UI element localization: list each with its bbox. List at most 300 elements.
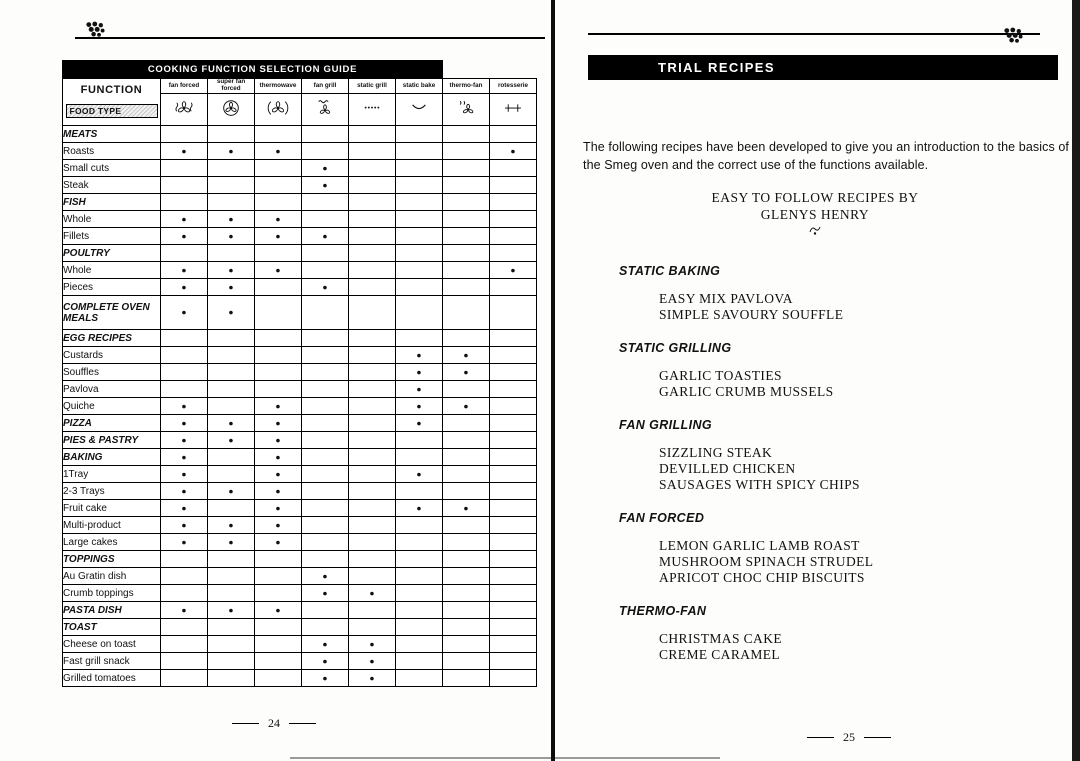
dot-cell <box>208 347 255 364</box>
static-bake-icon <box>396 94 442 120</box>
dot-mark: ● <box>228 434 234 445</box>
dot-cell <box>302 483 349 500</box>
dot-cell <box>208 330 255 347</box>
dot-cell <box>302 398 349 415</box>
dot-cell <box>490 466 537 483</box>
table-row <box>63 432 537 449</box>
dot-mark: ● <box>275 230 281 241</box>
dot-cell <box>349 160 396 177</box>
dot-cell <box>208 602 255 619</box>
trial-recipes-title: TRIAL RECIPES <box>658 60 775 75</box>
dot-cell <box>349 143 396 160</box>
dot-cell <box>255 585 302 602</box>
dot-mark: ● <box>228 536 234 547</box>
dot-cell <box>208 585 255 602</box>
dot-mark: ● <box>275 604 281 615</box>
dot-cell <box>302 602 349 619</box>
table-row <box>63 636 537 653</box>
row-label: COMPLETE OVEN MEALS <box>63 296 161 330</box>
dot-cell <box>490 585 537 602</box>
row-label: Au Gratin dish <box>63 568 161 585</box>
dot-cell <box>255 466 302 483</box>
dot-cell <box>443 364 490 381</box>
table-row <box>63 296 537 330</box>
dot-cell <box>490 653 537 670</box>
dot-cell <box>302 517 349 534</box>
row-label: Souffles <box>63 364 161 381</box>
table-row <box>63 619 537 636</box>
column-header-thermowave <box>255 79 302 126</box>
dot-cell <box>161 398 208 415</box>
recipe-item: GARLIC TOASTIES <box>659 368 782 383</box>
dot-cell <box>490 177 537 194</box>
static-grill-icon <box>349 94 395 120</box>
dot-cell <box>490 534 537 551</box>
row-label: Custards <box>63 347 161 364</box>
dot-cell <box>443 143 490 160</box>
dot-cell <box>302 585 349 602</box>
table-row <box>63 602 537 619</box>
dot-cell <box>443 262 490 279</box>
dot-mark: ● <box>181 230 187 241</box>
byline-line-1: EASY TO FOLLOW RECIPES BY <box>711 190 919 205</box>
dot-cell <box>349 381 396 398</box>
dot-cell <box>161 483 208 500</box>
recipe-item: EASY MIX PAVLOVA <box>659 291 793 306</box>
dot-mark: ● <box>181 451 187 462</box>
ornament-icon <box>807 225 823 236</box>
dot-cell <box>490 568 537 585</box>
recipe-item: CREME CARAMEL <box>659 647 781 662</box>
dot-cell <box>490 551 537 568</box>
row-label: EGG RECIPES <box>63 330 161 347</box>
dot-cell <box>396 568 443 585</box>
dot-cell <box>302 449 349 466</box>
dot-cell <box>302 279 349 296</box>
dot-cell <box>161 517 208 534</box>
dot-cell <box>161 466 208 483</box>
dot-mark: ● <box>228 213 234 224</box>
dot-cell <box>255 126 302 143</box>
dot-cell <box>349 551 396 568</box>
dot-mark: ● <box>181 468 187 479</box>
section-items <box>659 631 1049 663</box>
dot-mark: ● <box>181 417 187 428</box>
dot-cell <box>255 500 302 517</box>
dot-mark: ● <box>181 519 187 530</box>
dot-cell <box>396 415 443 432</box>
dot-mark: ● <box>510 145 516 156</box>
top-rule <box>75 37 545 39</box>
table-row <box>63 228 537 245</box>
dot-cell <box>208 296 255 330</box>
dot-mark: ● <box>463 349 469 360</box>
dot-cell <box>161 177 208 194</box>
dot-cell <box>490 670 537 687</box>
dot-cell <box>396 670 443 687</box>
dot-cell <box>396 466 443 483</box>
recipe-section <box>619 511 1049 586</box>
dot-mark: ● <box>322 570 328 581</box>
dot-mark: ● <box>275 519 281 530</box>
dot-mark: ● <box>228 485 234 496</box>
dot-mark: ● <box>181 434 187 445</box>
column-label: super fan forced <box>208 79 254 94</box>
table-row <box>63 568 537 585</box>
dot-cell <box>396 296 443 330</box>
dot-cell <box>302 670 349 687</box>
row-label: MEATS <box>63 126 161 143</box>
dot-cell <box>443 415 490 432</box>
dot-mark: ● <box>463 400 469 411</box>
recipe-item: LEMON GARLIC LAMB ROAST <box>659 538 860 553</box>
dot-cell <box>443 381 490 398</box>
dot-cell <box>161 245 208 262</box>
dot-cell <box>161 330 208 347</box>
dot-cell <box>302 432 349 449</box>
byline-line-2: GLENYS HENRY <box>760 207 870 222</box>
section-heading: STATIC BAKING <box>619 264 721 278</box>
dot-cell <box>161 534 208 551</box>
dot-cell <box>208 211 255 228</box>
dot-cell <box>349 568 396 585</box>
dot-mark: ● <box>322 179 328 190</box>
dot-cell <box>490 126 537 143</box>
dot-cell <box>255 347 302 364</box>
dot-mark: ● <box>181 145 187 156</box>
dot-cell <box>161 160 208 177</box>
dot-cell <box>396 602 443 619</box>
dot-cell <box>161 415 208 432</box>
dot-cell <box>302 160 349 177</box>
dot-cell <box>255 211 302 228</box>
cooking-function-table <box>62 60 537 687</box>
dot-cell <box>255 551 302 568</box>
table-row <box>63 585 537 602</box>
dot-cell <box>443 517 490 534</box>
column-label: fan grill <box>302 79 348 94</box>
dot-cell <box>443 602 490 619</box>
dot-mark: ● <box>416 417 422 428</box>
dot-mark: ● <box>510 264 516 275</box>
dash-rule <box>289 723 316 725</box>
dot-cell <box>208 160 255 177</box>
dot-cell <box>396 500 443 517</box>
dot-cell <box>255 330 302 347</box>
dot-cell <box>208 517 255 534</box>
dot-cell <box>302 126 349 143</box>
dot-cell <box>161 126 208 143</box>
dot-cell <box>396 636 443 653</box>
dot-mark: ● <box>275 434 281 445</box>
food-type-label: FOOD TYPE <box>66 104 158 118</box>
dot-cell <box>161 296 208 330</box>
dot-cell <box>302 143 349 160</box>
dot-mark: ● <box>275 468 281 479</box>
dot-cell <box>396 347 443 364</box>
recipe-item: APRICOT CHOC CHIP BISCUITS <box>659 570 865 585</box>
row-label: TOAST <box>63 619 161 636</box>
dot-cell <box>302 211 349 228</box>
dot-cell <box>349 670 396 687</box>
table-row <box>63 483 537 500</box>
dot-cell <box>302 466 349 483</box>
dot-cell <box>349 228 396 245</box>
dot-cell <box>255 177 302 194</box>
table-row <box>63 279 537 296</box>
dot-cell <box>490 160 537 177</box>
dot-cell <box>349 245 396 262</box>
dot-cell <box>443 534 490 551</box>
top-rule <box>588 33 1040 35</box>
dot-cell <box>349 449 396 466</box>
dot-cell <box>490 347 537 364</box>
dot-cell <box>490 449 537 466</box>
dot-cell <box>396 653 443 670</box>
dot-cell <box>443 585 490 602</box>
dot-mark: ● <box>275 451 281 462</box>
recipe-item: SIMPLE SAVOURY SOUFFLE <box>659 307 844 322</box>
dot-cell <box>208 534 255 551</box>
dot-cell <box>161 551 208 568</box>
dot-cell <box>443 177 490 194</box>
dot-cell <box>396 245 443 262</box>
dot-cell <box>490 432 537 449</box>
dot-cell <box>349 483 396 500</box>
dot-cell <box>443 653 490 670</box>
table-row <box>63 466 537 483</box>
dot-mark: ● <box>228 417 234 428</box>
dot-mark: ● <box>369 587 375 598</box>
dot-cell <box>302 415 349 432</box>
dot-cell <box>396 262 443 279</box>
dot-cell <box>349 636 396 653</box>
section-items <box>659 291 1049 323</box>
row-label: Roasts <box>63 143 161 160</box>
recipe-sections <box>619 252 1049 681</box>
dot-mark: ● <box>275 213 281 224</box>
dot-cell <box>396 364 443 381</box>
dot-cell <box>396 551 443 568</box>
row-label: Whole <box>63 211 161 228</box>
dot-mark: ● <box>369 638 375 649</box>
dot-cell <box>208 245 255 262</box>
dot-mark: ● <box>228 604 234 615</box>
dot-cell <box>349 262 396 279</box>
dot-cell <box>255 381 302 398</box>
table-row <box>63 534 537 551</box>
dot-cell <box>490 279 537 296</box>
column-header-thermo-fan <box>443 79 490 126</box>
row-label: Fruit cake <box>63 500 161 517</box>
dot-mark: ● <box>181 485 187 496</box>
row-label: Steak <box>63 177 161 194</box>
column-label: fan forced <box>161 79 207 94</box>
dot-cell <box>396 534 443 551</box>
dot-mark: ● <box>275 536 281 547</box>
dot-mark: ● <box>228 519 234 530</box>
dot-cell <box>161 194 208 211</box>
dot-cell <box>255 670 302 687</box>
table-row <box>63 670 537 687</box>
section-heading: STATIC GRILLING <box>619 341 732 355</box>
dot-cell <box>208 619 255 636</box>
dot-cell <box>443 194 490 211</box>
dot-cell <box>349 296 396 330</box>
dot-cell <box>161 364 208 381</box>
table-row <box>63 347 537 364</box>
dot-cell <box>490 602 537 619</box>
dot-cell <box>302 296 349 330</box>
row-label: PIZZA <box>63 415 161 432</box>
dot-cell <box>396 432 443 449</box>
dot-cell <box>443 551 490 568</box>
dot-cell <box>490 296 537 330</box>
recipe-item: SAUSAGES WITH SPICY CHIPS <box>659 477 860 492</box>
dot-mark: ● <box>322 587 328 598</box>
dot-cell <box>396 381 443 398</box>
dot-mark: ● <box>228 281 234 292</box>
dot-cell <box>349 330 396 347</box>
row-label: Fillets <box>63 228 161 245</box>
column-label: static grill <box>349 79 395 94</box>
dot-cell <box>208 262 255 279</box>
table-row <box>63 194 537 211</box>
dot-cell <box>396 330 443 347</box>
table-title-spacer <box>443 61 537 79</box>
page-number-text: 25 <box>843 730 855 744</box>
row-label: Cheese on toast <box>63 636 161 653</box>
dot-mark: ● <box>181 536 187 547</box>
row-label: BAKING <box>63 449 161 466</box>
row-label: Large cakes <box>63 534 161 551</box>
table-row <box>63 262 537 279</box>
dot-cell <box>443 619 490 636</box>
dot-cell <box>208 398 255 415</box>
dot-cell <box>443 245 490 262</box>
dot-cell <box>255 143 302 160</box>
table-row <box>63 500 537 517</box>
row-label: Multi-product <box>63 517 161 534</box>
section-items <box>659 368 1049 400</box>
byline <box>595 189 1035 240</box>
dot-cell <box>161 143 208 160</box>
fan-grill-icon <box>302 94 348 120</box>
dot-mark: ● <box>369 655 375 666</box>
dot-cell <box>255 245 302 262</box>
dot-cell <box>443 568 490 585</box>
column-label: rotesserie <box>490 79 536 94</box>
dot-cell <box>443 330 490 347</box>
dot-cell <box>396 517 443 534</box>
dot-mark: ● <box>228 307 234 318</box>
row-label: PASTA DISH <box>63 602 161 619</box>
dot-cell <box>161 568 208 585</box>
table-row <box>63 330 537 347</box>
dot-cell <box>396 211 443 228</box>
recipe-item: SIZZLING STEAK <box>659 445 773 460</box>
column-header-static-grill <box>349 79 396 126</box>
column-label: thermowave <box>255 79 301 94</box>
dot-cell <box>208 500 255 517</box>
dot-cell <box>302 228 349 245</box>
dot-cell <box>349 619 396 636</box>
dot-cell <box>161 449 208 466</box>
table-row <box>63 143 537 160</box>
dot-cell <box>208 551 255 568</box>
dot-cell <box>161 636 208 653</box>
row-label: TOPPINGS <box>63 551 161 568</box>
section-heading: THERMO-FAN <box>619 604 707 618</box>
dot-cell <box>396 585 443 602</box>
dot-mark: ● <box>181 281 187 292</box>
dot-cell <box>208 449 255 466</box>
dot-cell <box>349 602 396 619</box>
dot-mark: ● <box>416 400 422 411</box>
dot-cell <box>443 398 490 415</box>
dot-cell <box>349 500 396 517</box>
table-title: COOKING FUNCTION SELECTION GUIDE <box>63 61 443 79</box>
function-label: FUNCTION <box>80 84 143 96</box>
dot-cell <box>490 483 537 500</box>
dot-cell <box>255 636 302 653</box>
dot-cell <box>443 500 490 517</box>
dot-cell <box>302 619 349 636</box>
row-label: Crumb toppings <box>63 585 161 602</box>
row-label: Fast grill snack <box>63 653 161 670</box>
table-row <box>63 177 537 194</box>
dot-cell <box>255 160 302 177</box>
row-label: Small cuts <box>63 160 161 177</box>
row-label: PIES & PASTRY <box>63 432 161 449</box>
table-row <box>63 398 537 415</box>
section-items <box>659 445 1049 493</box>
table-row <box>63 415 537 432</box>
right-page <box>555 0 1072 761</box>
dot-cell <box>255 279 302 296</box>
dot-cell <box>349 177 396 194</box>
dot-cell <box>208 381 255 398</box>
dot-cell <box>490 517 537 534</box>
dot-cell <box>208 568 255 585</box>
row-label: Grilled tomatoes <box>63 670 161 687</box>
dot-cell <box>161 432 208 449</box>
table-row <box>63 160 537 177</box>
dot-cell <box>161 619 208 636</box>
dot-cell <box>255 517 302 534</box>
column-header-row <box>63 79 537 126</box>
column-header-fan-grill <box>302 79 349 126</box>
fan-forced-icon <box>161 94 207 120</box>
recipe-section <box>619 418 1049 493</box>
dot-cell <box>255 228 302 245</box>
intro-paragraph: The following recipes have been developed to give you an introduction to the basics of the Smeg oven and the correct use of the functions available. <box>583 140 1069 172</box>
dot-cell <box>208 126 255 143</box>
dot-cell <box>490 636 537 653</box>
dot-cell <box>396 143 443 160</box>
dot-cell <box>349 534 396 551</box>
recipe-item: GARLIC CRUMB MUSSELS <box>659 384 834 399</box>
dot-cell <box>443 296 490 330</box>
table-row <box>63 653 537 670</box>
dot-cell <box>208 143 255 160</box>
dot-cell <box>490 228 537 245</box>
dot-cell <box>302 194 349 211</box>
dot-cell <box>490 364 537 381</box>
dot-cell <box>302 381 349 398</box>
recipe-item: CHRISTMAS CAKE <box>659 631 782 646</box>
table-title-row <box>63 61 537 79</box>
